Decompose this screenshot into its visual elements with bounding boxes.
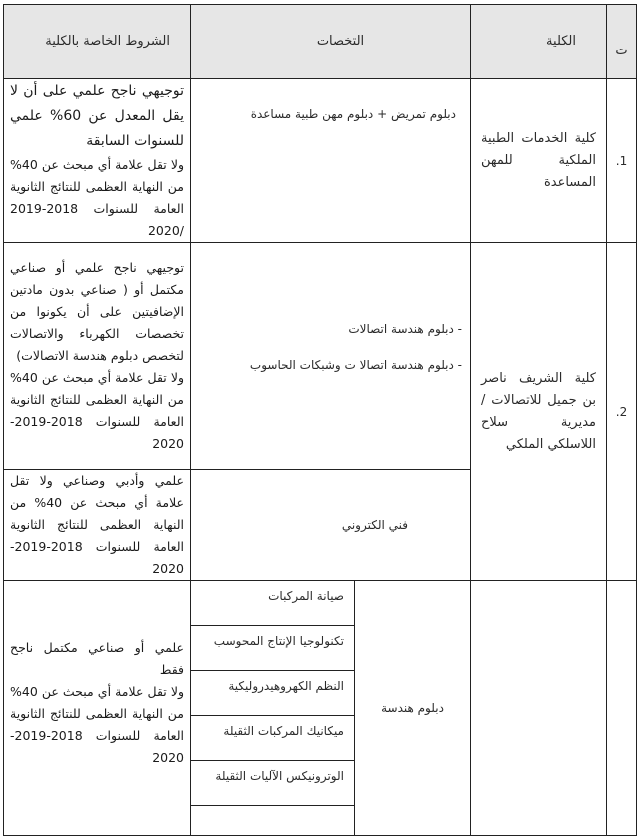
- colleges-table: [3, 4, 637, 836]
- specialization: دبلوم تمريض + دبلوم مهن طبية مساعدة: [191, 79, 471, 243]
- header-number: ت: [607, 5, 637, 79]
- conditions-cell: [4, 243, 191, 470]
- sub-specialization: تكنولوجيا الإنتاج المحوسب: [191, 626, 355, 671]
- sub-specialization-empty: [191, 806, 355, 836]
- header-conditions: الشروط الخاصة بالكلية: [4, 5, 191, 79]
- sub-specialization: ميكانيك المركبات الثقيلة: [191, 716, 355, 761]
- table-row: [4, 79, 637, 243]
- table-row: [4, 243, 637, 470]
- sub-specialization: صيانة المركبات: [191, 581, 355, 626]
- conditions-cell: [4, 79, 191, 243]
- diploma-engineering: دبلوم هندسة: [355, 581, 471, 836]
- conditions-cell: علمي وأدبي وصناعي ولا تقل علامة أي مبحث عن 40% من النهاية العظمى للنتائج الثانوية العامة للسنوات 2018-2019-2020: [4, 470, 191, 581]
- header-row: [4, 5, 637, 79]
- specialization-list: [191, 243, 471, 470]
- specialization: فني الكتروني: [191, 470, 471, 581]
- header-college: الكلية: [471, 5, 607, 79]
- sub-specialization: الوترونيكس الآليات الثقيلة: [191, 761, 355, 806]
- college-name: كلية الخدمات الطبية الملكية للمهن المساعدة: [471, 79, 607, 243]
- conditions-main: توجيهي ناجح علمي على أن لا يقل المعدل عن 60% علمي للسنوات السابقة: [10, 83, 184, 149]
- conditions-note: ولا تقل علامة أي مبحث عن 40% من النهاية العظمى للنتائج الثانوية العامة للسنوات 2018-2019 /2020: [10, 157, 184, 238]
- list-item: - دبلوم هندسة اتصالات: [348, 322, 462, 336]
- conditions-note: ولا تقل علامة أي مبحث عن 40% من النهاية العظمى للنتائج الثانوية العامة للسنوات 2018-2019-2020: [10, 684, 184, 765]
- header-specializations: التخصات: [191, 5, 471, 79]
- college-name: كلية الشريف ناصر بن جميل للاتصالات / مديرية سلاح اللاسلكي الملكي: [471, 243, 607, 581]
- list-item: - دبلوم هندسة اتصالا ت وشبكات الحاسوب: [249, 358, 462, 372]
- college-name: [471, 581, 607, 836]
- table-row: [4, 581, 637, 626]
- row-number: [607, 581, 637, 836]
- conditions-cell: [4, 581, 191, 836]
- row-number: 1.: [607, 79, 637, 243]
- conditions-main: علمي أو صناعي مكتمل ناجح فقط: [10, 640, 184, 677]
- conditions-note: ولا تقل علامة أي مبحث عن 40% من النهاية العظمى للنتائج الثانوية العامة للسنوات 2018-2019-2020: [10, 370, 184, 451]
- conditions-main: توجيهي ناجح علمي أو صناعي مكتمل أو ( صناعي بدون مادتين الإضافيتين على أن يكونوا من تخصصات الكهرباء والاتصالات لتخصص دبلوم هندسة الاتصالات): [10, 260, 184, 363]
- sub-specialization: النظم الكهروهيدروليكية: [191, 671, 355, 716]
- row-number: 2.: [607, 243, 637, 581]
